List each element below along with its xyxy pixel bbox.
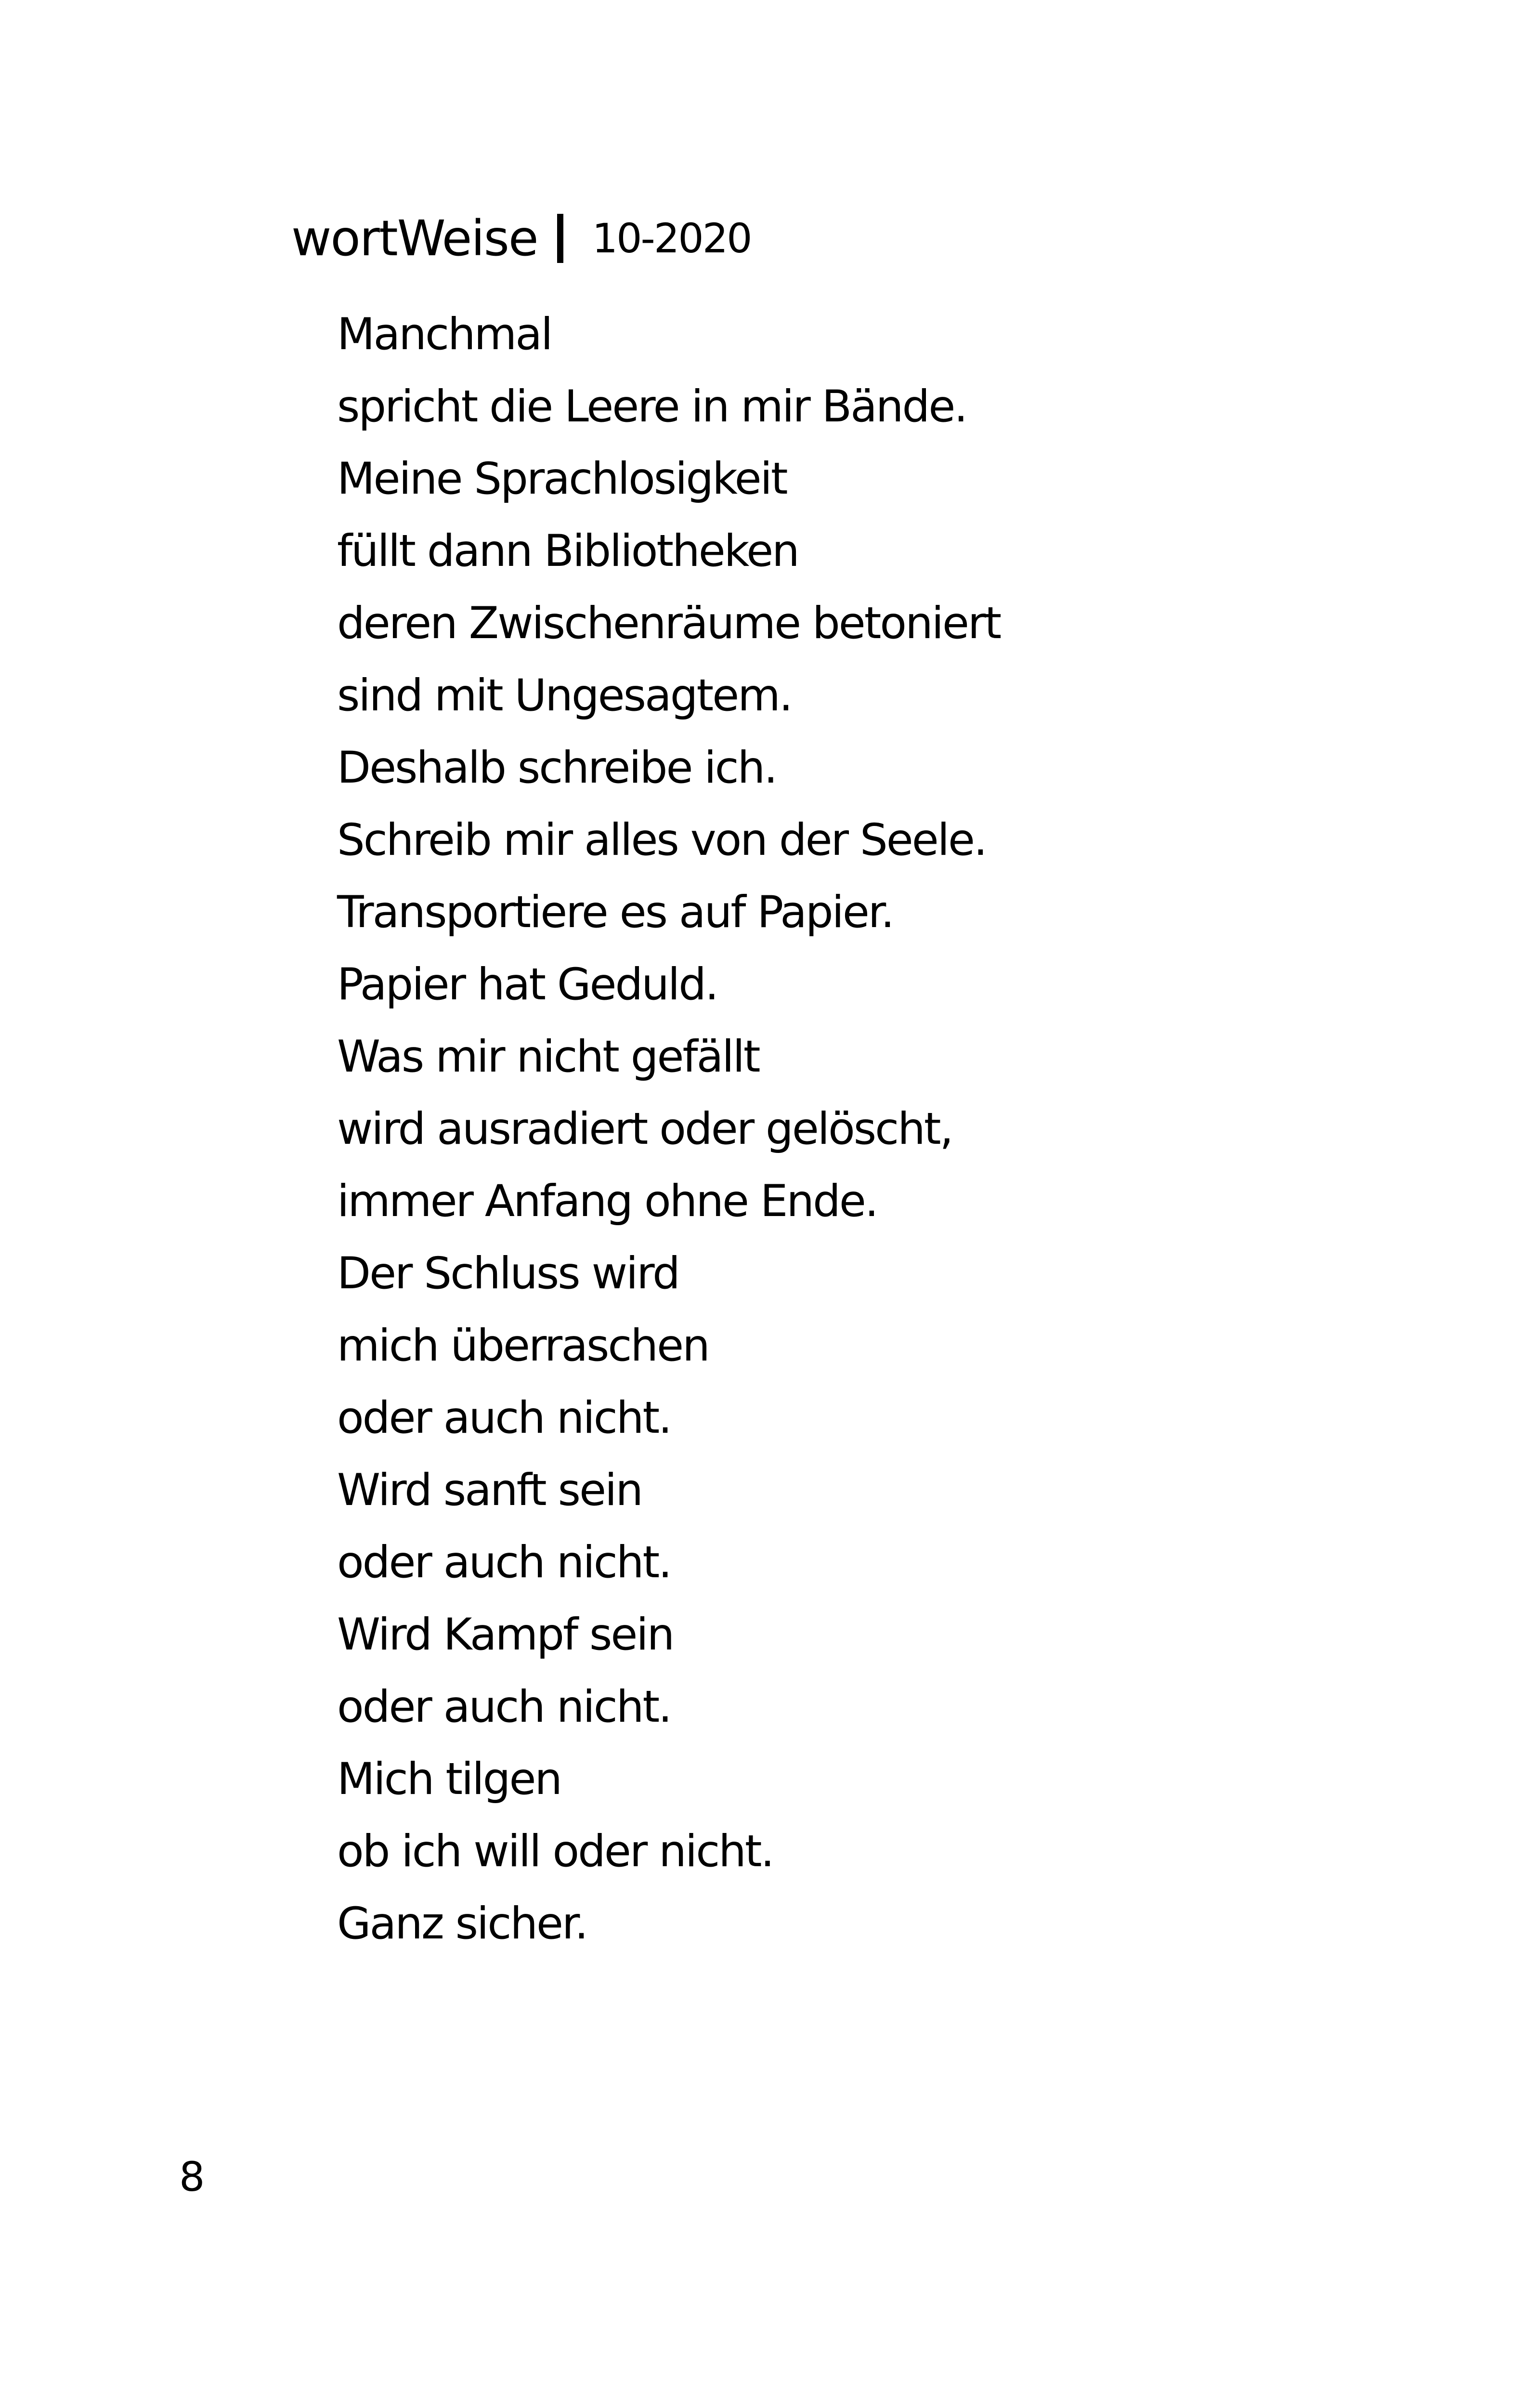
poem-line: oder auch nicht.	[337, 1393, 671, 1443]
page-number: 8	[179, 2153, 205, 2200]
poem-line: mich überraschen	[337, 1321, 709, 1371]
poem-line: Transportiere es auf Papier.	[337, 887, 893, 938]
poem-line: Ganz sicher.	[337, 1898, 587, 1949]
poem-line: wird ausradiert oder gelöscht,	[337, 1104, 952, 1154]
poem-line: immer Anfang ohne Ende.	[337, 1176, 877, 1227]
poem-line: Was mir nicht gefällt	[337, 1032, 759, 1082]
poem-line: sind mit Ungesagtem.	[337, 670, 792, 721]
poem-line: Der Schluss wird	[337, 1248, 679, 1299]
page-header	[291, 202, 751, 275]
poem	[337, 299, 1396, 1960]
poem-line: Wird Kampf sein	[337, 1610, 674, 1660]
poem-line: deren Zwischenräume betoniert	[337, 598, 1001, 649]
poem-line: oder auch nicht.	[337, 1537, 671, 1588]
poem-line: füllt dann Bibliotheken	[337, 526, 798, 576]
poem-line: oder auch nicht.	[337, 1682, 671, 1732]
publication-title: wortWeise	[291, 209, 538, 267]
poem-line: Schreib mir alles von der Seele.	[337, 815, 986, 865]
poem-line: Papier hat Geduld.	[337, 959, 717, 1010]
poem-line: Meine Sprachlosigkeit	[337, 454, 787, 504]
poem-line: Manchmal	[337, 309, 552, 360]
header-divider	[557, 214, 563, 263]
poem-line: ob ich will oder nicht.	[337, 1826, 773, 1877]
poem-line: Wird sanft sein	[337, 1465, 642, 1516]
poem-line: Deshalb schreibe ich.	[337, 743, 777, 793]
poem-line: spricht die Leere in mir Bände.	[337, 381, 967, 432]
issue-date: 10-2020	[592, 215, 751, 262]
poem-line: Mich tilgen	[337, 1754, 561, 1805]
